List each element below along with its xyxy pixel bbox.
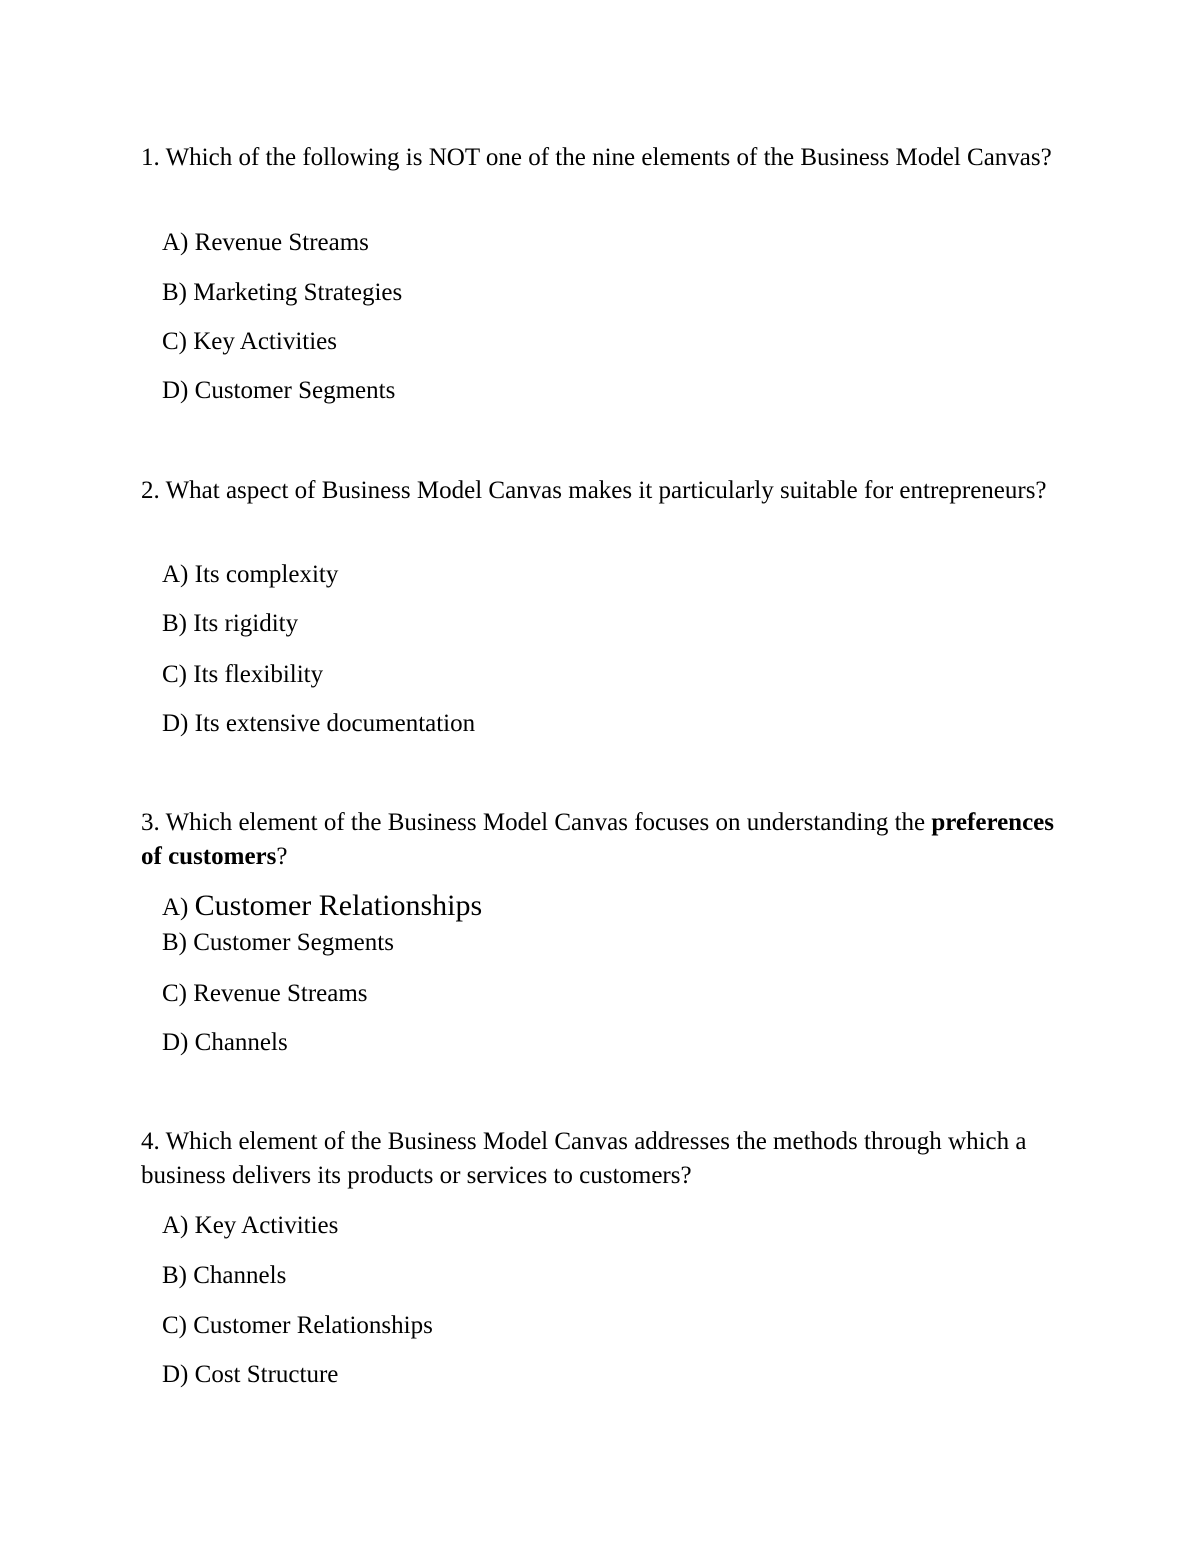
option-text: Its rigidity bbox=[193, 610, 299, 637]
question-4-stem bbox=[141, 1125, 1061, 1193]
option-text: Its complexity bbox=[194, 561, 339, 588]
question-3-option-c bbox=[162, 979, 368, 1009]
option-letter: A) bbox=[162, 229, 189, 256]
question-4-number: 4. bbox=[141, 1128, 160, 1155]
question-2-option-b bbox=[162, 609, 298, 639]
question-3-option-a bbox=[162, 891, 482, 923]
option-letter: A) bbox=[162, 1212, 189, 1239]
option-letter: C) bbox=[162, 980, 187, 1007]
question-1-option-d bbox=[162, 376, 395, 406]
option-text: Key Activities bbox=[194, 1212, 339, 1239]
question-1-number: 1. bbox=[141, 144, 160, 171]
option-letter: A) bbox=[162, 561, 189, 588]
option-text: Its flexibility bbox=[193, 661, 324, 688]
option-text: Channels bbox=[194, 1029, 288, 1056]
option-text: Customer Relationships bbox=[193, 1312, 433, 1339]
option-text: Its extensive documentation bbox=[194, 710, 476, 737]
question-4 bbox=[141, 1125, 1061, 1193]
question-2 bbox=[141, 474, 1061, 508]
option-text: Key Activities bbox=[193, 328, 337, 355]
option-letter: B) bbox=[162, 610, 187, 637]
question-4-option-d bbox=[162, 1360, 338, 1390]
question-4-option-a bbox=[162, 1211, 338, 1241]
question-3-option-d bbox=[162, 1028, 288, 1058]
option-letter: D) bbox=[162, 1029, 189, 1056]
question-2-text: What aspect of Business Model Canvas makes it particularly suitable for entrepreneurs? bbox=[165, 477, 1047, 504]
question-2-stem bbox=[141, 474, 1061, 508]
question-3-text: Which element of the Business Model Canvas focuses on understanding the bbox=[165, 809, 926, 836]
question-1-option-b bbox=[162, 278, 402, 308]
option-letter: B) bbox=[162, 279, 187, 306]
question-1-text: Which of the following is NOT one of the nine elements of the Business Model Canvas? bbox=[165, 144, 1052, 171]
option-text: Marketing Strategies bbox=[193, 279, 403, 306]
option-text: Channels bbox=[193, 1262, 287, 1289]
question-4-option-b bbox=[162, 1261, 286, 1291]
option-text: Customer Segments bbox=[193, 929, 394, 956]
question-4-option-c bbox=[162, 1311, 433, 1341]
option-letter: B) bbox=[162, 929, 187, 956]
question-1 bbox=[141, 141, 1061, 175]
question-2-number: 2. bbox=[141, 477, 160, 504]
question-3-option-b bbox=[162, 928, 394, 958]
question-4-text: Which element of the Business Model Canvas addresses the methods through which a business delivers its products or services to customers? bbox=[141, 1128, 1027, 1189]
option-text: Cost Structure bbox=[194, 1361, 339, 1388]
option-text: Revenue Streams bbox=[193, 980, 368, 1007]
question-2-option-d bbox=[162, 709, 475, 739]
question-3-stem bbox=[141, 806, 1061, 874]
question-3-suffix: ? bbox=[276, 843, 288, 870]
question-2-option-a bbox=[162, 560, 338, 590]
question-1-option-c bbox=[162, 327, 337, 357]
option-letter: D) bbox=[162, 710, 189, 737]
question-2-option-c bbox=[162, 660, 323, 690]
question-3-number: 3. bbox=[141, 809, 160, 836]
question-1-option-a bbox=[162, 228, 369, 258]
option-letter: A) bbox=[162, 894, 189, 921]
option-text: Customer Segments bbox=[194, 377, 396, 404]
question-1-stem bbox=[141, 141, 1061, 175]
option-letter: C) bbox=[162, 661, 187, 688]
option-letter: B) bbox=[162, 1262, 187, 1289]
option-letter: C) bbox=[162, 328, 187, 355]
option-letter: C) bbox=[162, 1312, 187, 1339]
option-letter: D) bbox=[162, 377, 189, 404]
option-text: Revenue Streams bbox=[194, 229, 369, 256]
question-3 bbox=[141, 806, 1061, 874]
option-letter: D) bbox=[162, 1361, 189, 1388]
option-text: Customer Relationships bbox=[194, 889, 483, 922]
question-3-emphasis: preferences of customers bbox=[141, 809, 1055, 870]
